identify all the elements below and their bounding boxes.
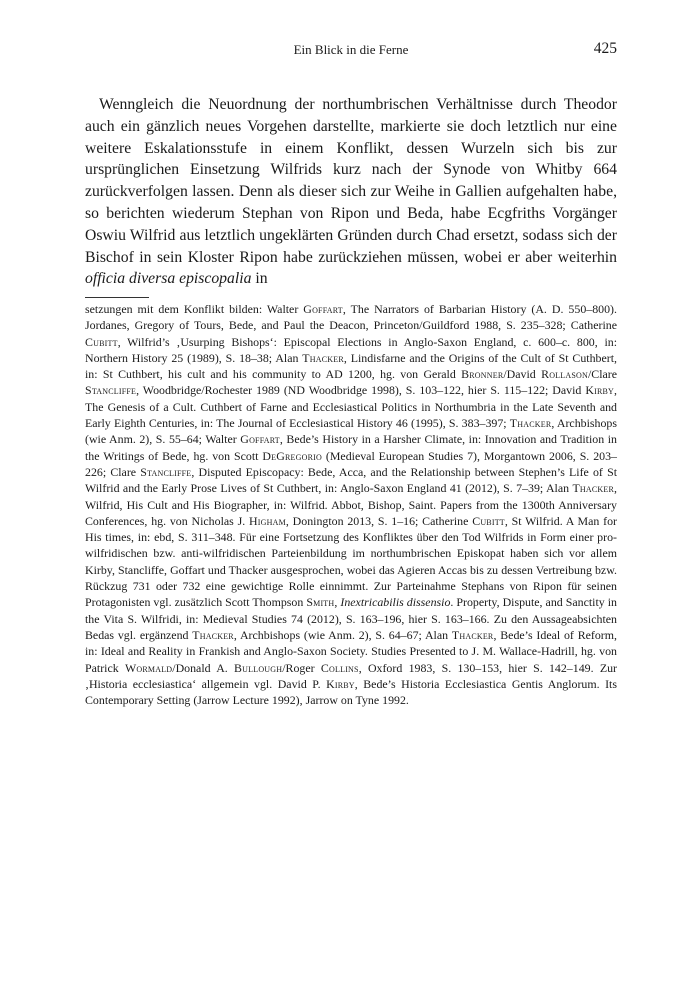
author-name: Thacker [302, 350, 344, 365]
footnote-text: setzungen mit dem Konflikt bilden: Walter [85, 302, 304, 316]
author-name: Thacker [509, 416, 552, 431]
author-name: Thacker [192, 627, 234, 642]
footnote-text: /Donald A. [172, 660, 235, 675]
author-name: Stancliffe [140, 464, 192, 479]
footnote-text: , St Wilfrid. A Man for His times, in: ebd, S. 311–348. Für eine Fortsetzung des Konfliktes über den Tod Wilfrids in Form einer pro-wilfridischen bzw. anti-wilfridischen Parteienbildung im northumbrischen Episkopat haben sich vor allem Kirby, Stancliffe, Goffart und Thacker ausgesprochen, wobei das Agieren Accas bis zu dessen Vertreibung bzw. Rückzug 731 oder 732 eine gewichtige Rolle einnimmt. Zur Parteinahme Stephans von Ripon für seinen Protagonisten vgl. zusätzlich Scott Thompson [85, 513, 618, 610]
footnote-text: (Medieval European Studies 7), Morgantown 2006, S. 203–226; Clare [85, 448, 617, 479]
footnote-text: , Woodbridge/Rochester 1989 (ND Woodbridge 1998), S. 103–122, hier S. 115–122; David [136, 383, 586, 398]
author-name: Thacker [572, 481, 615, 496]
footnote-text: , Donington 2013, S. 1–16; Catherine [285, 513, 473, 528]
body-italic-phrase: officia diversa episcopalia [85, 270, 252, 288]
author-name: Kirby [585, 383, 615, 398]
author-name: Collins [320, 660, 359, 675]
footnote-text: , Bede’s Ideal of Reform, in: Ideal and Reality in Frankish and Anglo-Saxon Society. Studies Presented to J. M. Wallace-Hadrill, hg. von Patrick [85, 627, 617, 675]
body-paragraph [85, 94, 617, 290]
body-text-run: Wenngleich die Neuordnung der northumbrischen Verhältnisse durch Theodor auch ein gänzlich neues Vorgehen darstellte, markierte sie doch letztlich nur eine weitere Eskalationsstufe in einem Konflikt, dessen Wurzeln sich bis zur ursprünglichen Einsetzung Wilfrids kurz nach der Synode von Whitby 664 zurückverfolgen lassen. Denn als dieser sich zur Weihe in Gallien aufgehalten habe, so berichten wiederum Stephan von Ripon und Beda, habe Ecgfriths Vorgänger Oswiu Wilfrid aus letztlich ungeklärten Gründen durch Chad ersetzt, sodass sich der Bischof in sein Kloster Ripon habe zurückziehen müssen, wobei er aber weiterhin [85, 96, 617, 266]
author-name: Goffart [240, 432, 280, 447]
footnote-text: , Bede’s History in a Harsher Climate, in: Innovation and Tradition in the Writings of Bede, hg. von Scott [85, 432, 617, 463]
author-name: Stancliffe [85, 383, 137, 398]
footnote-text: /Roger [282, 660, 321, 675]
footnote-text: . Property, Dispute, and Sanctity in the Vita S. Wilfridi, in: Medieval Studies 74 (2012), S. 163–196, hier S. 163–166. Zu den Aussageabsichten Bedas vgl. ergänzend [85, 595, 617, 642]
footnote-separator [85, 297, 149, 298]
running-title: Ein Blick in die Ferne [293, 42, 409, 57]
footnote-text: , The Genesis of a Cult. Cuthbert of Farne and Ecclesiastical Politics in Northumbria in the Late Seventh and Early Eighth Centuries, in: The Journal of Ecclesiastical History 46 (1995), S. 383–397; [85, 383, 617, 431]
footnote-text: , Archbishops (wie Anm. 2), S. 64–67; Alan [233, 627, 452, 642]
running-header [85, 40, 617, 64]
author-name: Goffart [303, 302, 343, 316]
author-name: DeGregorio [262, 448, 322, 463]
footnote-text: , Oxford 1983, S. 130–153, hier S. 142–149. Zur ‚Historia ecclesiastica‘ allgemein vgl. David P. [85, 660, 618, 691]
footnote-text: , Disputed Episcopacy: Bede, Acca, and the Relationship between Stephen’s Life of St Wilfrid and the Early Prose Lives of St Cuthbert, in: Anglo-Saxon England 41 (2012), S. 7–39; Alan [85, 464, 617, 496]
author-name: Rollason [541, 367, 588, 382]
footnote-text: , Lindisfarne and the Origins of the Cult of St Cuthbert, in: St Cuthbert, his cult and his community to AD 1200, hg. von Gerald [85, 350, 617, 382]
footnote-text: , [334, 595, 341, 610]
author-name: Cubitt [85, 334, 118, 349]
footnote-text: , Archbishops (wie Anm. 2), S. 55–64; Walter [85, 416, 617, 447]
author-name: Smith [306, 595, 335, 610]
body-text-run-end: in [255, 270, 268, 288]
footnote-text: , The Narrators of Barbarian History (A. D. 550–800). Jordanes, Gregory of Tours, Bede, and Paul the Deacon, Princeton/Guildford 1988, S. 235–328; Catherine [85, 302, 617, 333]
page-number: 425 [593, 40, 617, 57]
footnote-text: /Clare [587, 367, 618, 382]
footnote [85, 301, 617, 708]
footnote-text: , Wilfrid, His Cult and His Biographer, in: Wilfrid. Abbot, Bishop, Saint. Papers from the 1300th Anniversary Conferences, hg. von Nicholas J. [85, 481, 617, 528]
footnote-text: , Wilfrid’s ‚Usurping Bishops‘: Episcopal Elections in Anglo-Saxon England, c. 600–c. 800, in: Northern History 25 (1989), S. 18–38; Alan [85, 334, 617, 365]
author-name: Bronner [461, 367, 504, 382]
author-name: Thacker [451, 627, 494, 642]
italic-title: Inextricabilis dissensio [340, 595, 451, 610]
author-name: Kirby [326, 676, 355, 691]
author-name: Cubitt [472, 513, 505, 528]
footnote-text: /David [503, 367, 542, 382]
author-name: Wormald [124, 660, 173, 675]
author-name: Bullough [234, 660, 283, 675]
footnote-text: , Bede’s Historia Ecclesiastica Gentis Anglorum. Its Contemporary Setting (Jarrow Lecture 1992), Jarrow on Tyne 1992. [85, 676, 617, 708]
author-name: Higham [248, 513, 286, 528]
main-text [85, 94, 617, 290]
